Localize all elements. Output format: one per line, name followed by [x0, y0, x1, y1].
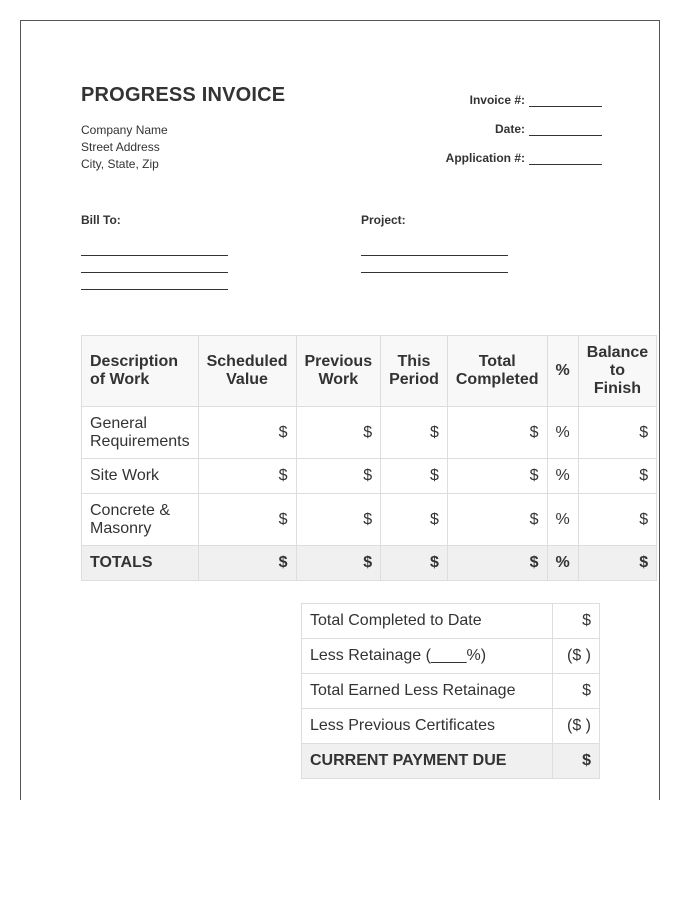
company-city: City, State, Zip [81, 157, 159, 171]
summary-label: Total Earned Less Retainage [302, 674, 553, 709]
project-line-2[interactable] [361, 272, 508, 273]
date-line[interactable] [529, 122, 602, 136]
payment-due-row [302, 744, 600, 779]
col-header-scheduled-value: Scheduled Value [198, 336, 296, 407]
work-table [81, 335, 657, 581]
application-number-label: Application #: [445, 151, 525, 165]
row-scheduled-value[interactable]: $ [198, 494, 296, 546]
row-total-completed[interactable]: $ [447, 459, 547, 494]
summary-value[interactable]: $ [553, 604, 600, 639]
summary-label: Total Completed to Date [302, 604, 553, 639]
row-description[interactable]: Concrete & Masonry [82, 494, 199, 546]
col-header-total-completed: Total Completed [447, 336, 547, 407]
totals-scheduled-value[interactable]: $ [198, 546, 296, 581]
company-block [81, 122, 168, 173]
bill-to-line-3[interactable] [81, 289, 228, 290]
row-description[interactable]: Site Work [82, 459, 199, 494]
row-balance-to-finish[interactable]: $ [578, 407, 656, 459]
table-row [82, 459, 657, 494]
project-line-1[interactable] [361, 255, 508, 256]
totals-total-completed[interactable]: $ [447, 546, 547, 581]
bill-to-label: Bill To: [81, 213, 121, 227]
bill-to-line-2[interactable] [81, 272, 228, 273]
totals-balance-to-finish[interactable]: $ [578, 546, 656, 581]
summary-label: Less Retainage (____%) [302, 639, 553, 674]
row-percent[interactable]: % [547, 407, 578, 459]
table-row [82, 494, 657, 546]
totals-percent[interactable]: % [547, 546, 578, 581]
summary-label: Less Previous Certificates [302, 709, 553, 744]
payment-due-label: CURRENT PAYMENT DUE [302, 744, 553, 779]
bill-to-line-1[interactable] [81, 255, 228, 256]
payment-summary-table [301, 603, 600, 779]
row-scheduled-value[interactable]: $ [198, 459, 296, 494]
company-name: Company Name [81, 123, 168, 137]
row-total-completed[interactable]: $ [447, 494, 547, 546]
summary-row [302, 709, 600, 744]
row-scheduled-value[interactable]: $ [198, 407, 296, 459]
summary-value[interactable]: ($ ) [553, 639, 600, 674]
invoice-number-line[interactable] [529, 93, 602, 107]
invoice-number-label: Invoice #: [469, 93, 525, 107]
summary-value[interactable]: $ [553, 674, 600, 709]
row-this-period[interactable]: $ [381, 407, 448, 459]
row-balance-to-finish[interactable]: $ [578, 494, 656, 546]
row-balance-to-finish[interactable]: $ [578, 459, 656, 494]
col-header-this-period: This Period [381, 336, 448, 407]
payment-due-value[interactable]: $ [553, 744, 600, 779]
row-description[interactable]: General Requirements [82, 407, 199, 459]
totals-this-period[interactable]: $ [381, 546, 448, 581]
project-label: Project: [361, 213, 406, 227]
totals-previous-work[interactable]: $ [296, 546, 381, 581]
totals-row [82, 546, 657, 581]
col-header-balance-to-finish: Balance to Finish [578, 336, 656, 407]
application-number-line[interactable] [529, 151, 602, 165]
company-street: Street Address [81, 140, 160, 154]
summary-row [302, 674, 600, 709]
summary-value[interactable]: ($ ) [553, 709, 600, 744]
row-previous-work[interactable]: $ [296, 494, 381, 546]
invoice-meta [446, 93, 602, 180]
col-header-percent: % [547, 336, 578, 407]
row-percent[interactable]: % [547, 459, 578, 494]
row-previous-work[interactable]: $ [296, 459, 381, 494]
summary-row [302, 604, 600, 639]
row-percent[interactable]: % [547, 494, 578, 546]
date-field[interactable] [446, 122, 602, 151]
col-header-previous-work: Previous Work [296, 336, 381, 407]
row-this-period[interactable]: $ [381, 459, 448, 494]
invoice-title: PROGRESS INVOICE [81, 84, 286, 106]
application-number-field[interactable] [446, 151, 602, 180]
col-header-description: Description of Work [82, 336, 199, 407]
row-previous-work[interactable]: $ [296, 407, 381, 459]
date-label: Date: [494, 122, 525, 136]
summary-row [302, 639, 600, 674]
row-total-completed[interactable]: $ [447, 407, 547, 459]
row-this-period[interactable]: $ [381, 494, 448, 546]
invoice-number-field[interactable] [446, 93, 602, 122]
table-row [82, 407, 657, 459]
totals-label: TOTALS [82, 546, 199, 581]
table-header-row [82, 336, 657, 407]
